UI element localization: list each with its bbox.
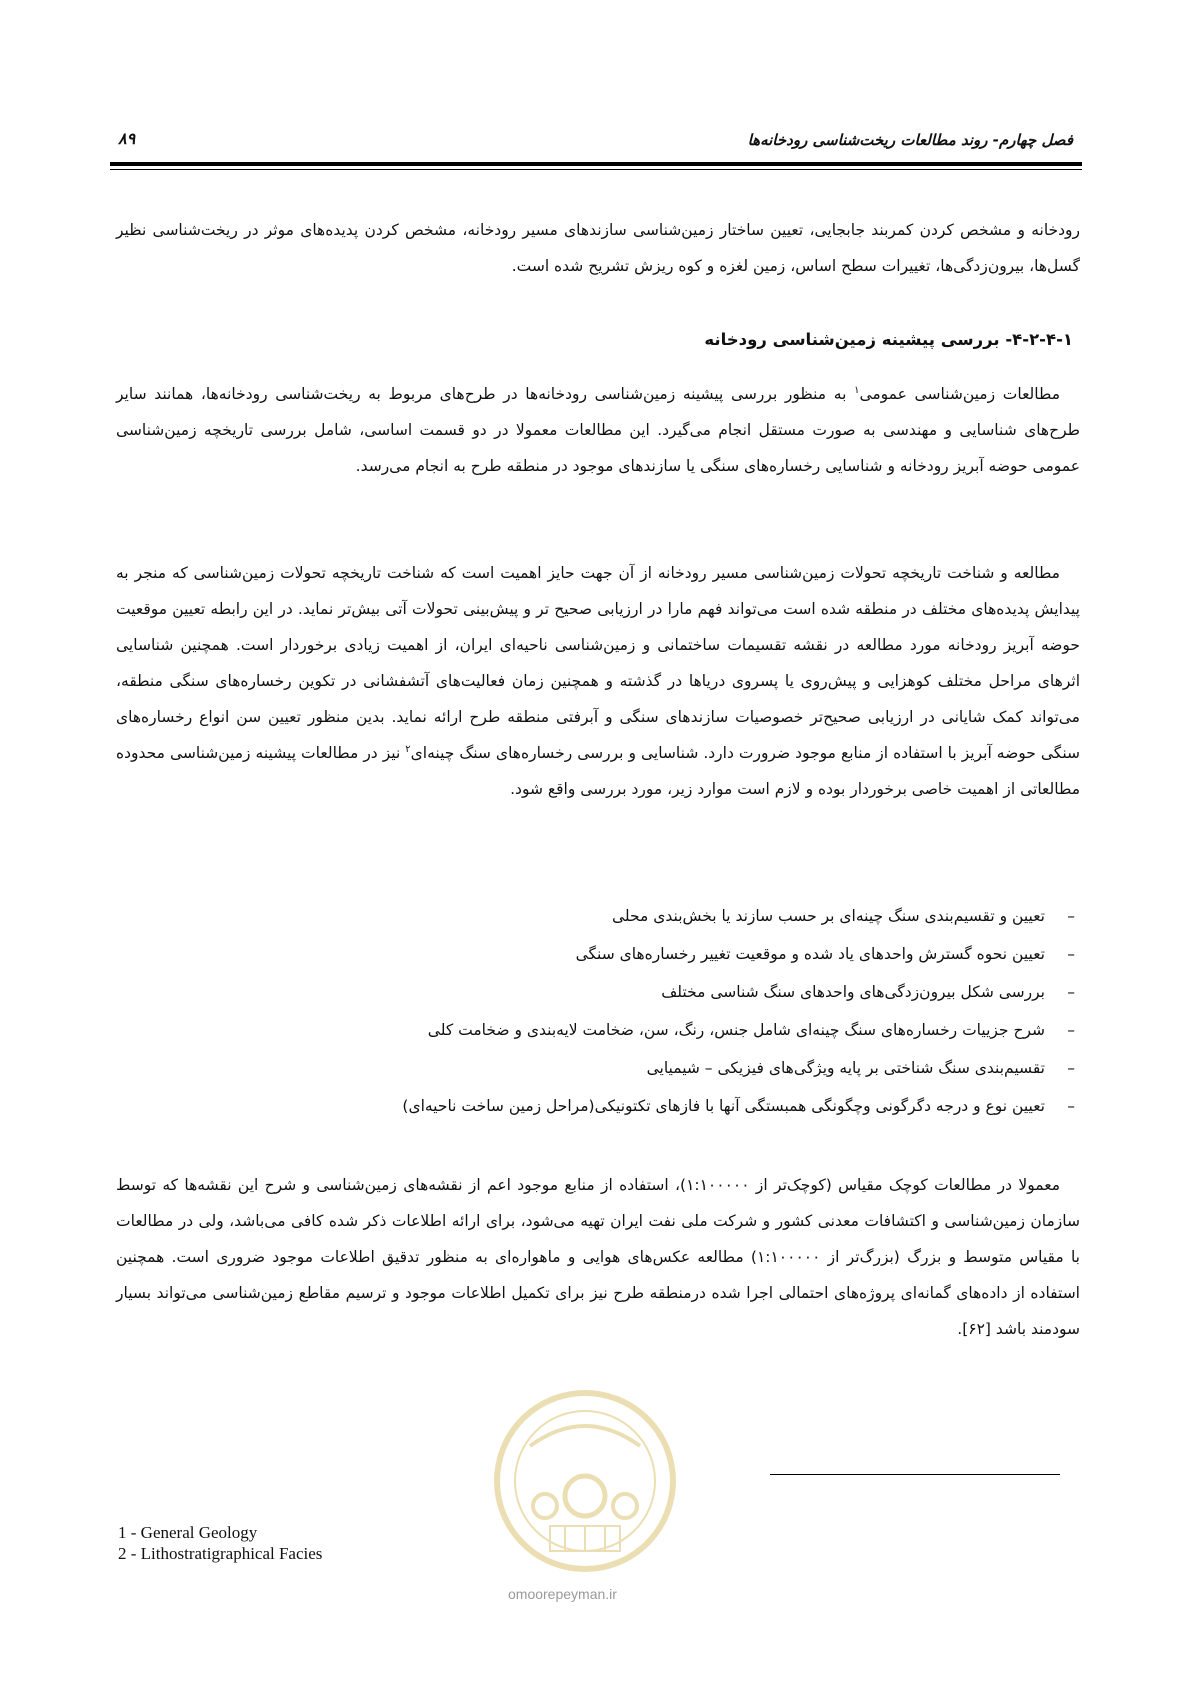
paragraph-text: معمولا در مطالعات کوچک مقیاس (کوچک‌تر از ۱:۱۰۰۰۰۰)، استفاده از منابع موجود اعم از نقشه‌های زمین‌شناسی و شرح این نقشه‌ها که توسط سازمان زمین‌شناسی و اکتشافات معدنی کشور و شرکت ملی نفت ایران تهیه می‌شود، برای ارائه اطلاعات ذکر شده کافی می‌باشد، ولی در مطالعات با مقیاس متوسط و بزرگ (بزرگ‌تر از ۱:۱۰۰۰۰۰) مطالعه عکس‌های هوایی و ماهواره‌ای به منظور تدقیق اطلاعات موجود ضروری است. همچنین استفاده از داده‌های گمانه‌ای پروژه‌های احتمالی اجرا شده درمنطقه طرح نیز برای تکمیل اطلاعات موجود و ترسیم مقاطع زمین‌شناسی می‌تواند بسیار سودمند باشد [۶۲]. bbox=[116, 1176, 1080, 1338]
footnote-ref-2: ۲ bbox=[405, 743, 411, 755]
section-heading: ۴-۲-۴-۱- بررسی پیشینه زمین‌شناسی رودخانه bbox=[704, 330, 1073, 349]
watermark-url: omoorepeyman.ir bbox=[508, 1586, 617, 1602]
paragraph-text: مطالعه و شناخت تاریخچه تحولات زمین‌شناسی مسیر رودخانه از آن جهت حایز اهمیت است که شناخت تاریخچه تحولات زمین‌شناسی که منجر به پیدایش پدیده‌های مختلف در منطقه شده است می‌تواند فهم مارا در ارزیابی صحیح تر و پیش‌بینی تحولات آتی بیش‌تر نماید. در این رابطه تعیین موقعیت حوضه آبریز رودخانه مورد مطالعه در نقشه تقسیمات ساختمانی و زمین‌شناسی ناحیه‌ای ایران، از اهمیت زیادی برخوردار است. همچنین شناسایی اثرهای مراحل مختلف کوهزایی و پیش‌روی یا پسروی دریاها در گذشته و همچنین زمان فعالیت‌های آتشفشانی در تکوین رخساره‌های سنگی منطقه، می‌تواند کمک شایانی در ارزیابی صحیح‌تر خصوصیات سازندهای سنگی و آبرفتی منطقه طرح ارائه نماید. بدین منظور تعیین سن انواع رخساره‌های سنگی حوضه آبریز با استفاده از منابع موجود ضرورت دارد. شناسایی و بررسی رخساره‌های سنگ چینه‌ای bbox=[116, 564, 1080, 762]
list-item bbox=[145, 973, 1075, 1011]
list-item-text: بررسی شکل بیرون‌زدگی‌های واحدهای سنگ شناسی مختلف bbox=[661, 983, 1045, 1001]
requirements-list bbox=[145, 897, 1075, 1125]
page-number: ۸۹ bbox=[118, 129, 136, 148]
list-item-text: تعیین نوع و درجه دگرگونی وچگونگی همبستگی آنها با فازهای تکتونیکی(مراحل زمین ساخت ناحیه‌ای) bbox=[402, 1097, 1045, 1115]
bullet-dash: – bbox=[1067, 1059, 1075, 1077]
list-item bbox=[145, 1049, 1075, 1087]
list-item bbox=[145, 1011, 1075, 1049]
list-item-text: شرح جزییات رخساره‌های سنگ چینه‌ای شامل جنس، رنگ، سن، ضخامت لایه‌بندی و ضخامت کلی bbox=[427, 1021, 1045, 1039]
paragraph-text: مطالعات زمین‌شناسی عمومی bbox=[859, 385, 1061, 403]
footnote-2: 2 - Lithostratigraphical Facies bbox=[118, 1544, 323, 1563]
history-paragraph bbox=[116, 555, 1080, 807]
footnotes bbox=[118, 1522, 322, 1564]
list-item-text: تقسیم‌بندی سنگ شناختی بر پایه ویژگی‌های فیزیکی – شیمیایی bbox=[646, 1059, 1045, 1077]
watermark-logo bbox=[490, 1386, 680, 1576]
bullet-dash: – bbox=[1067, 907, 1075, 925]
header-rule-thick bbox=[110, 162, 1082, 166]
paragraph-text: نیز در مطالعات پیشینه زمین‌شناسی محدوده مطالعاتی از اهمیت خاصی برخوردار بوده و لازم است موارد زیر، مورد بررسی واقع شود. bbox=[116, 744, 1080, 798]
intro-paragraph-text: رودخانه و مشخص کردن کمربند جابجایی، تعیین ساختار زمین‌شناسی سازندهای مسیر رودخانه، مشخص کردن پدیده‌های موثر در ریخت‌شناسی نظیر گسل‌ها، بیرون‌زدگی‌ها، تغییرات سطح اساس، زمین لغزه و کوه ریزش تشریح شده است. bbox=[116, 221, 1080, 275]
general-geology-paragraph bbox=[116, 376, 1080, 484]
intro-paragraph bbox=[116, 212, 1080, 284]
list-item-text: تعیین و تقسیم‌بندی سنگ چینه‌ای بر حسب سازند یا بخش‌بندی محلی bbox=[611, 907, 1045, 925]
list-item bbox=[145, 897, 1075, 935]
bullet-dash: – bbox=[1067, 983, 1075, 1001]
bullet-dash: – bbox=[1067, 945, 1075, 963]
list-item bbox=[145, 935, 1075, 973]
scale-paragraph bbox=[116, 1167, 1080, 1347]
list-item bbox=[145, 1087, 1075, 1125]
footnote-separator bbox=[770, 1474, 1060, 1475]
footnote-ref-1: ۱ bbox=[854, 384, 860, 396]
list-item-text: تعیین نحوه گسترش واحدهای یاد شده و موقعیت تغییر رخساره‌های سنگی bbox=[575, 945, 1045, 963]
bullet-dash: – bbox=[1067, 1097, 1075, 1115]
paragraph-text: به منظور بررسی پیشینه زمین‌شناسی رودخانه‌ها در طرح‌های مربوط به ریخت‌شناسی رودخانه‌ها، همانند سایر طرح‌های شناسایی و مهندسی به صورت مستقل انجام می‌گیرد. این مطالعات معمولا در دو قسمت اساسی، شامل بررسی تاریخچه زمین‌شناسی عمومی حوضه آبریز رودخانه و شناسایی رخساره‌های سنگی یا سازندهای موجود در منطقه طرح به انجام می‌رسد. bbox=[116, 385, 1080, 475]
header-rule-thin bbox=[110, 169, 1082, 170]
bullet-dash: – bbox=[1067, 1021, 1075, 1039]
footnote-1: 1 - General Geology bbox=[118, 1523, 258, 1542]
chapter-header-title: فصل چهارم- روند مطالعات ریخت‌شناسی رودخانه‌ها bbox=[747, 131, 1073, 149]
